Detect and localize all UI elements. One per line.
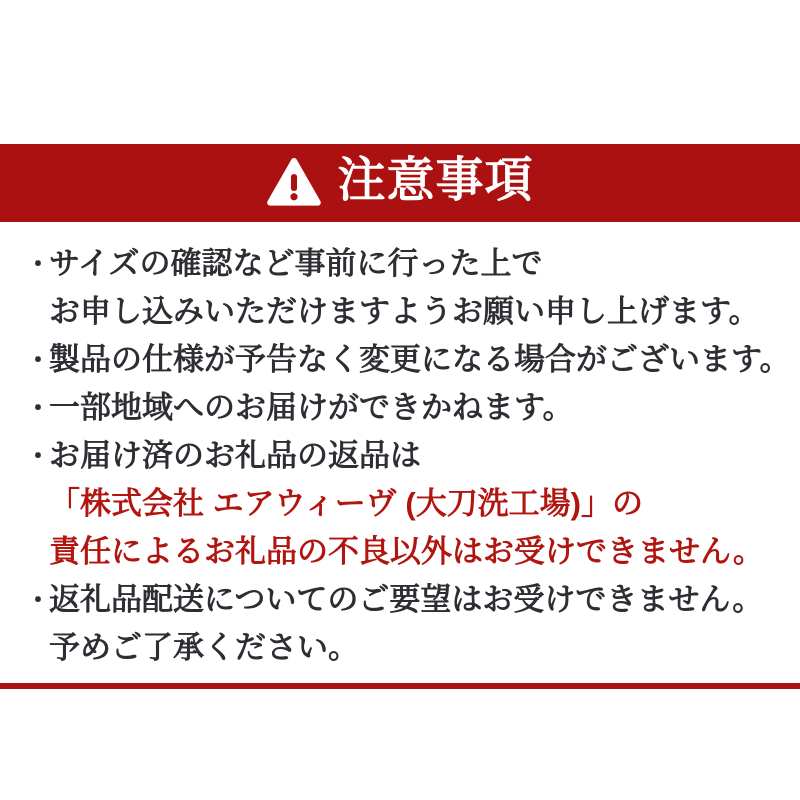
note-text: お申し込みいただけますようお願い申し上げます。 — [49, 294, 760, 329]
note-text: お届け済のお礼品の返品は — [49, 438, 421, 473]
note-line — [25, 576, 794, 624]
notice-title: 注意事項 — [337, 154, 534, 207]
note-text: サイズの確認など事前に行った上で — [49, 246, 543, 281]
bullet-marker: ・ — [25, 441, 52, 471]
warning-triangle-icon — [266, 155, 322, 211]
note-line — [25, 432, 794, 480]
notice-header-banner — [0, 144, 800, 222]
note-line — [25, 624, 794, 672]
note-text: 製品の仕様が予告なく変更になる場合がございます。 — [49, 342, 791, 377]
note-line — [25, 240, 794, 288]
notes-list — [0, 240, 800, 672]
note-text: 予めご了承ください。 — [49, 630, 359, 665]
note-line — [25, 384, 794, 432]
note-line — [25, 480, 794, 528]
note-text: 返礼品配送についてのご要望はお受けできません。 — [49, 582, 764, 617]
note-line — [25, 288, 794, 336]
note-text: 一部地域へのお届けができかねます。 — [49, 390, 574, 425]
bullet-marker: ・ — [25, 393, 52, 423]
bottom-red-divider — [0, 683, 800, 689]
bullet-marker: ・ — [25, 585, 52, 615]
note-text: 責任によるお礼品の不良以外はお受けできません。 — [49, 534, 764, 569]
bullet-marker: ・ — [25, 249, 52, 279]
note-line — [25, 528, 794, 576]
note-line — [25, 336, 794, 384]
bullet-marker: ・ — [25, 345, 52, 375]
note-text: 「株式会社 エアウィーヴ (大刀洗工場)」の — [49, 486, 644, 521]
